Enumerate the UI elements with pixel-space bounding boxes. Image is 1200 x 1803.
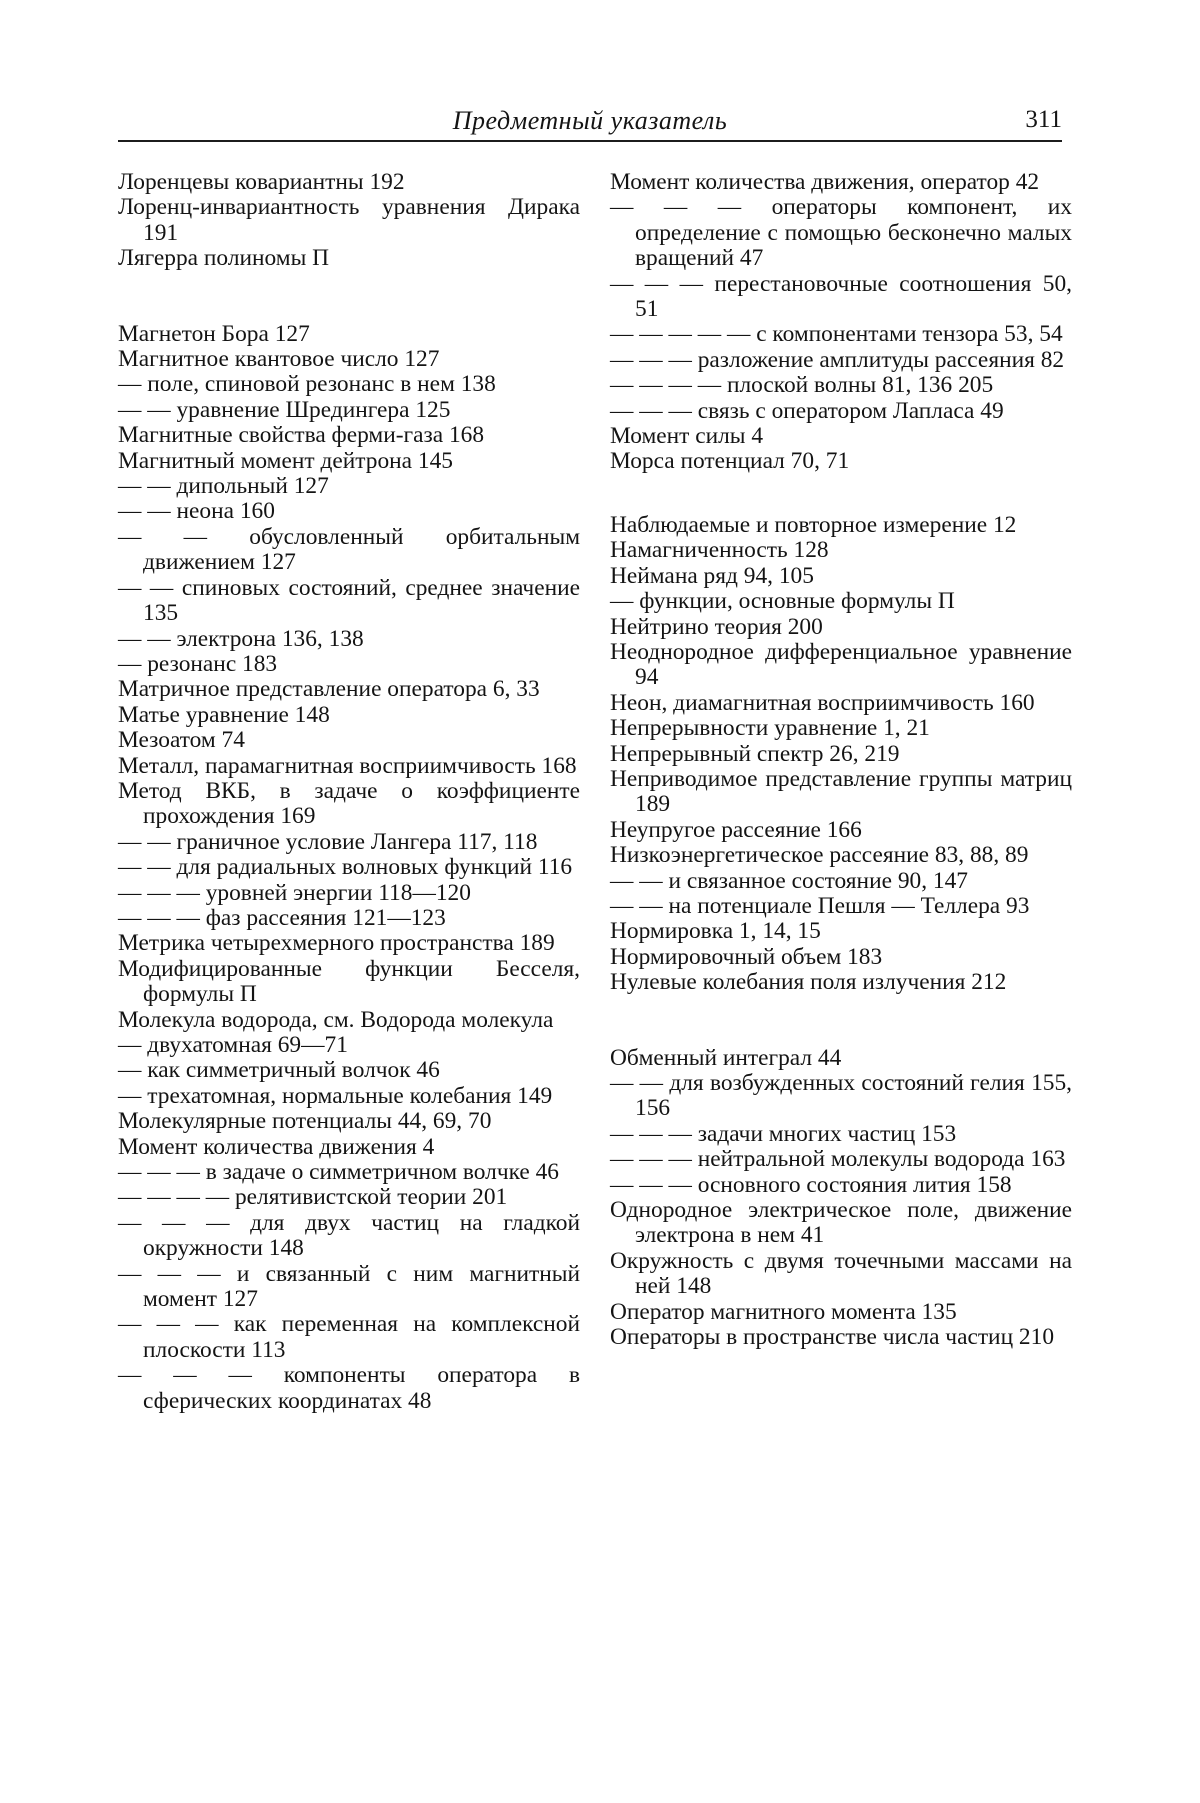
index-entry: Металл, парамагнитная восприимчивость 168	[118, 752, 577, 779]
index-entry: — — — операторы компонент, их определение с помощью бесконечно малых вращений 47	[610, 194, 1072, 272]
running-head	[118, 104, 1062, 142]
index-entry: — — — в задаче о симметричном волчке 46	[118, 1159, 560, 1186]
index-entry: — — на потенциале Пешля — Теллера 93	[610, 892, 1030, 919]
index-entry: — — граничное условие Лангера 117, 118	[118, 828, 538, 855]
index-entry: Окружность с двумя точечными массами на ней 148	[610, 1247, 1072, 1300]
index-entry: — — для радиальных волновых функций 116	[118, 854, 573, 881]
index-entry: — — — как переменная на комплексной плоскости 113	[118, 1311, 580, 1363]
index-entry: Неупругое рассеяние 166	[610, 816, 862, 843]
index-entry: — поле, спиновой резонанс в нем 138	[118, 371, 496, 398]
index-entry: — — — — плоской волны 81, 136 205	[610, 372, 994, 399]
index-entry: Однородное электрическое поле, движение электрона в нем 41	[610, 1197, 1072, 1249]
index-entry: — — обусловленный орбитальным движением 127	[118, 523, 580, 576]
index-entry: — — уравнение Шредингера 125	[118, 396, 451, 423]
index-entry: Неприводимое представление группы матриц 189	[610, 765, 1072, 818]
index-entry: Операторы в пространстве числа частиц 210	[610, 1324, 1055, 1351]
index-entry: Момент количества движения, оператор 42	[610, 169, 1040, 195]
index-entry: Низкоэнергетическое рассеяние 83, 88, 89	[610, 842, 1029, 869]
index-entry: — трехатомная, нормальные колебания 149	[118, 1082, 553, 1109]
index-entry: Мезоатом 74	[118, 727, 245, 754]
index-entry: — — — компоненты оператора в сферических координатах 48	[118, 1362, 580, 1414]
index-entry: Оператор магнитного момента 135	[610, 1298, 957, 1325]
index-entry: — — — связь с оператором Лапласа 49	[610, 397, 1004, 424]
index-entry: — — — — релятивистской теории 201	[118, 1184, 508, 1211]
index-entry: Нейтрино теория 200	[610, 613, 823, 640]
index-entry: — — и связанное состояние 90, 147	[610, 867, 968, 894]
index-entry: Неон, диамагнитная восприимчивость 160	[610, 689, 1035, 716]
index-entry: Непрерывности уравнение 1, 21	[610, 715, 930, 742]
index-entry: — — электрона 136, 138	[118, 625, 364, 652]
index-entry: Непрерывный спектр 26, 219	[610, 740, 900, 767]
index-section-gap	[610, 475, 1072, 513]
index-entry: Неоднородное дифференциальное уравнение 94	[610, 638, 1072, 691]
index-entry: — — — основного состояния лития 158	[610, 1171, 1012, 1198]
page-title: Предметный указатель	[452, 106, 728, 135]
index-entry: Момент количества движения 4	[118, 1133, 435, 1160]
index-entry: Магнитное квантовое число 127	[118, 346, 440, 373]
index-entry: — — — и связанный с ним магнитный момент 127	[118, 1260, 580, 1313]
index-entry: Обменный интеграл 44	[610, 1044, 842, 1071]
index-entry: — — — задачи многих частиц 153	[610, 1120, 957, 1147]
index-entry: Лягерра полиномы П	[118, 245, 330, 272]
right-index-column	[610, 170, 1072, 1350]
index-entry: — — — нейтральной молекулы водорода 163	[610, 1146, 1066, 1173]
index-entry: — как симметричный волчок 46	[118, 1057, 440, 1084]
left-index-column	[118, 170, 580, 1414]
index-entry: — — неона 160	[118, 498, 275, 525]
index-entry: Наблюдаемые и повторное измерение 12	[610, 511, 1017, 538]
index-entry: Метрика четырехмерного пространства 189	[118, 930, 555, 957]
index-entry: Нормировка 1, 14, 15	[610, 918, 821, 945]
index-entry: — — спиновых состояний, среднее значение 135	[118, 574, 580, 627]
index-entry: Молекула водорода, см. Водорода молекула	[118, 1006, 554, 1033]
index-entry: — — — фаз рассеяния 121—123	[118, 904, 446, 931]
index-entry: Модифицированные функции Бесселя, формулы П	[118, 955, 580, 1008]
index-entry: Нормировочный объем 183	[610, 943, 883, 970]
index-entry: Момент силы 4	[610, 423, 764, 450]
index-entry: Магнитный момент дейтрона 145	[118, 447, 453, 474]
index-entry: Морса потенциал 70, 71	[610, 448, 850, 475]
index-entry: Матье уравнение 148	[118, 701, 330, 728]
index-entry: Магнитные свойства ферми-газа 168	[118, 422, 485, 449]
index-entry: Нулевые колебания поля излучения 212	[610, 969, 1007, 996]
index-entry: — двухатомная 69—71	[118, 1032, 348, 1058]
index-entry: Лоренц-инвариантность уравнения Дирака 191	[118, 194, 580, 246]
index-entry: Лоренцевы ковариантны 192	[118, 169, 405, 195]
page-number: 311	[1025, 106, 1062, 133]
index-section-gap	[610, 996, 1072, 1046]
index-entry: Намагниченность 128	[610, 537, 829, 564]
index-entry: Матричное представление оператора 6, 33	[118, 676, 540, 703]
index-entry: Молекулярные потенциалы 44, 69, 70	[118, 1108, 492, 1135]
index-section-gap	[118, 272, 580, 322]
index-entry: — — дипольный 127	[118, 473, 329, 500]
index-entry: — функции, основные формулы П	[610, 588, 955, 615]
index-entry: Метод ВКБ, в задаче о коэффициенте прохождения 169	[118, 777, 580, 830]
index-entry: — — — разложение амплитуды рассеяния 82	[610, 346, 1065, 373]
index-entry: Магнетон Бора 127	[118, 320, 310, 347]
index-entry: — — — для двух частиц на гладкой окружности 148	[118, 1209, 580, 1262]
index-entry: — — — уровней энергии 118—120	[118, 879, 471, 906]
index-entry: Неймана ряд 94, 105	[610, 562, 814, 589]
index-entry: — резонанс 183	[118, 650, 278, 677]
index-entry: — — — — — с компонентами тензора 53, 54	[610, 321, 1063, 348]
index-entry: — — — перестановочные соотношения 50, 51	[610, 270, 1072, 323]
index-entry: — — для возбужденных состояний гелия 155, 156	[610, 1070, 1072, 1122]
